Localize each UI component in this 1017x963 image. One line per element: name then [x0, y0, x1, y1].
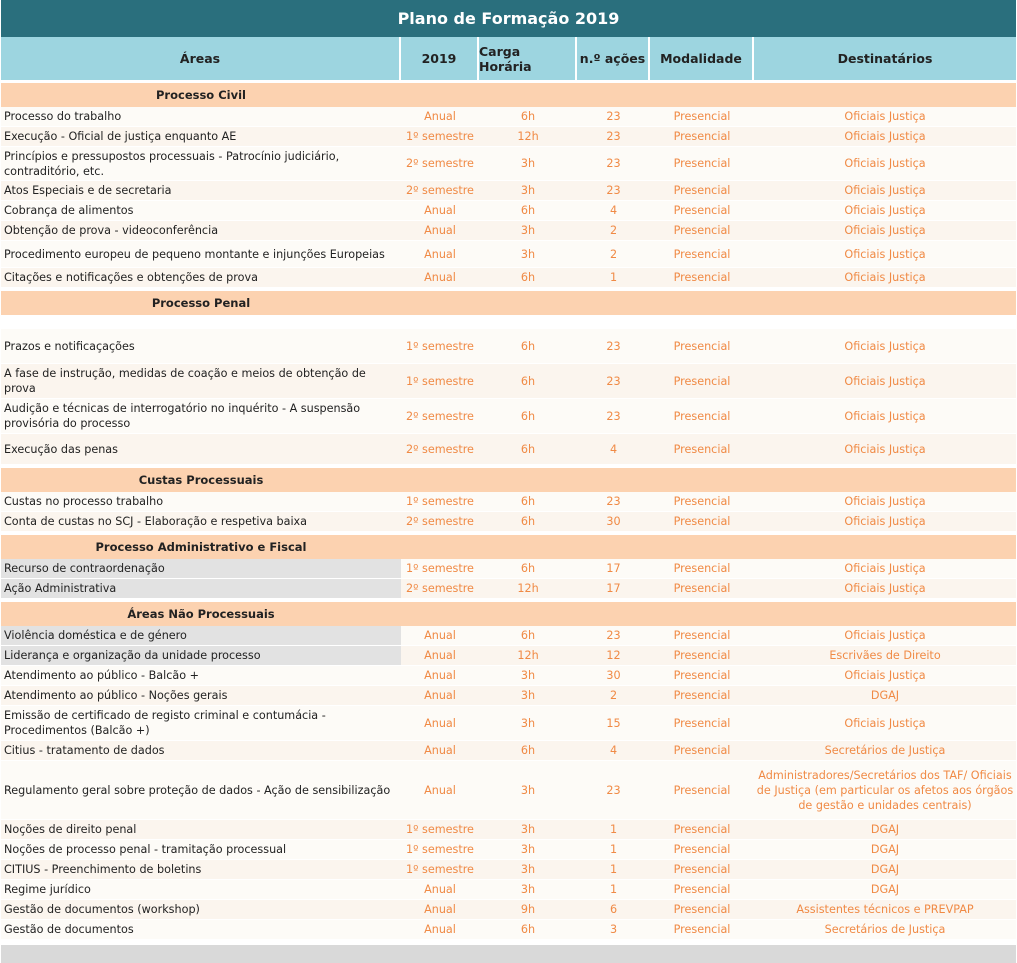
- cell-workload: 6h: [520, 923, 536, 936]
- table-row: [1, 107, 1016, 127]
- cell-workload: 3h: [520, 669, 536, 682]
- section-header: [1, 80, 1016, 107]
- cell-actions: 2: [609, 224, 618, 237]
- header-actions-count: n.º ações: [577, 37, 650, 80]
- cell-workload: 6h: [520, 110, 536, 123]
- cell-workload: 3h: [520, 157, 536, 170]
- cell-modality: Presencial: [673, 224, 731, 237]
- cell-period: Anual: [424, 629, 456, 642]
- cell-period: Anual: [424, 271, 456, 284]
- cell-recipients: Secretários de Justiça: [824, 923, 946, 936]
- section-header: [1, 599, 1016, 626]
- table-row: [1, 221, 1016, 241]
- header-workload: Carga Horária: [479, 37, 577, 80]
- cell-workload: 3h: [520, 783, 536, 797]
- cell-area: Custas no processo trabalho: [4, 495, 164, 508]
- header-areas: Áreas: [1, 37, 401, 80]
- cell-period: 2º semestre: [406, 157, 474, 170]
- cell-area: Emissão de certificado de registo criminal e contumácia - Procedimentos (Balcão +): [4, 709, 326, 737]
- cell-actions: 4: [609, 442, 618, 456]
- cell-actions: 2: [609, 247, 618, 261]
- cell-modality: Presencial: [673, 744, 731, 757]
- cell-period: Anual: [424, 783, 456, 797]
- cell-recipients: Oficiais Justiça: [844, 110, 926, 123]
- cell-modality: Presencial: [673, 582, 731, 595]
- section-header: [1, 465, 1016, 492]
- cell-workload: 6h: [520, 204, 536, 217]
- cell-actions: 23: [606, 110, 621, 123]
- cell-actions: 23: [606, 157, 621, 170]
- cell-area: Ação Administrativa: [1, 579, 401, 598]
- cell-area: Noções de direito penal: [4, 823, 137, 836]
- cell-recipients: Oficiais Justiça: [844, 495, 926, 508]
- cell-recipients: Oficiais Justiça: [844, 409, 926, 423]
- cell-modality: Presencial: [673, 843, 731, 856]
- table-row: [1, 666, 1016, 686]
- cell-recipients: DGAJ: [870, 843, 900, 856]
- cell-area: Atendimento ao público - Balcão +: [4, 669, 200, 682]
- cell-period: Anual: [424, 224, 456, 237]
- cell-actions: 23: [606, 629, 621, 642]
- cell-modality: Presencial: [673, 374, 731, 388]
- cell-area: Atos Especiais e de secretaria: [4, 184, 172, 197]
- table-row: [1, 880, 1016, 900]
- cell-workload: 9h: [520, 903, 536, 916]
- cell-workload: 3h: [520, 247, 536, 261]
- cell-recipients: Oficiais Justiça: [844, 339, 926, 353]
- cell-modality: Presencial: [673, 184, 731, 197]
- cell-workload: 3h: [520, 843, 536, 856]
- table-row: [1, 579, 1016, 599]
- cell-recipients: Oficiais Justiça: [844, 515, 926, 528]
- cell-period: Anual: [424, 669, 456, 682]
- cell-modality: Presencial: [673, 562, 731, 575]
- cell-modality: Presencial: [673, 923, 731, 936]
- cell-modality: Presencial: [673, 903, 731, 916]
- cell-workload: 6h: [520, 744, 536, 757]
- table-row: [1, 399, 1016, 434]
- table-row: [1, 268, 1016, 288]
- cell-recipients: Oficiais Justiça: [844, 442, 926, 456]
- cell-modality: Presencial: [673, 409, 731, 423]
- cell-period: 2º semestre: [406, 409, 474, 423]
- cell-period: Anual: [424, 649, 456, 662]
- cell-period: Anual: [424, 923, 456, 936]
- cell-modality: Presencial: [673, 863, 731, 876]
- cell-workload: 6h: [520, 374, 536, 388]
- cell-area: Conta de custas no SCJ - Elaboração e respetiva baixa: [4, 515, 308, 528]
- cell-modality: Presencial: [673, 495, 731, 508]
- cell-workload: 3h: [520, 863, 536, 876]
- cell-recipients: Oficiais Justiça: [844, 582, 926, 595]
- cell-workload: 12h: [517, 130, 539, 143]
- cell-actions: 23: [606, 783, 621, 797]
- cell-area: CITIUS - Preenchimento de boletins: [4, 863, 202, 876]
- table-row: [1, 820, 1016, 840]
- table-row: [1, 741, 1016, 761]
- cell-modality: Presencial: [673, 247, 731, 261]
- cell-period: 1º semestre: [406, 495, 474, 508]
- section-title: Custas Processuais: [138, 473, 264, 487]
- cell-workload: 6h: [520, 442, 536, 456]
- cell-area: Noções de processo penal - tramitação processual: [4, 843, 287, 856]
- cell-period: Anual: [424, 110, 456, 123]
- cell-workload: 6h: [520, 271, 536, 284]
- table-row: [1, 512, 1016, 532]
- cell-actions: 4: [609, 744, 618, 757]
- cell-actions: 1: [609, 271, 618, 284]
- cell-period: Anual: [424, 689, 456, 702]
- table-row: [1, 364, 1016, 399]
- training-plan-table: [1, 0, 1016, 963]
- table-row: [1, 900, 1016, 920]
- cell-recipients: DGAJ: [870, 689, 900, 702]
- cell-workload: 6h: [520, 495, 536, 508]
- cell-period: Anual: [424, 744, 456, 757]
- cell-recipients: Oficiais Justiça: [844, 716, 926, 730]
- cell-workload: 3h: [520, 716, 536, 730]
- cell-actions: 23: [606, 339, 621, 353]
- cell-period: Anual: [424, 883, 456, 896]
- cell-actions: 6: [609, 903, 618, 916]
- cell-actions: 1: [609, 863, 618, 876]
- table-row: [1, 559, 1016, 579]
- cell-actions: 1: [609, 843, 618, 856]
- cell-area: Audição e técnicas de interrogatório no inquérito - A suspensão provisória do processo: [4, 402, 361, 430]
- cell-modality: Presencial: [673, 823, 731, 836]
- cell-recipients: Oficiais Justiça: [844, 374, 926, 388]
- header-year: 2019: [401, 37, 479, 80]
- cell-area: Processo do trabalho: [4, 110, 122, 123]
- cell-actions: 30: [606, 515, 621, 528]
- cell-actions: 4: [609, 204, 618, 217]
- cell-area: Recurso de contraordenação: [1, 559, 401, 578]
- cell-recipients: Oficiais Justiça: [844, 204, 926, 217]
- cell-workload: 6h: [520, 562, 536, 575]
- table-row: [1, 686, 1016, 706]
- cell-period: Anual: [424, 247, 456, 261]
- cell-period: 2º semestre: [406, 515, 474, 528]
- cell-area: Gestão de documentos: [4, 923, 134, 936]
- page-title: Plano de Formação 2019: [1, 0, 1016, 37]
- cell-modality: Presencial: [673, 110, 731, 123]
- cell-workload: 6h: [520, 629, 536, 642]
- table-footer-bar: [1, 945, 1016, 963]
- cell-actions: 1: [609, 883, 618, 896]
- cell-modality: Presencial: [673, 783, 731, 797]
- cell-period: Anual: [424, 903, 456, 916]
- cell-recipients: Oficiais Justiça: [844, 271, 926, 284]
- cell-modality: Presencial: [673, 442, 731, 456]
- cell-actions: 1: [609, 823, 618, 836]
- cell-recipients: Oficiais Justiça: [844, 184, 926, 197]
- cell-actions: 23: [606, 184, 621, 197]
- cell-area: Citações e notificações e obtenções de prova: [4, 271, 258, 284]
- cell-period: 1º semestre: [406, 823, 474, 836]
- section-header: [1, 532, 1016, 559]
- cell-modality: Presencial: [673, 629, 731, 642]
- cell-actions: 3: [609, 923, 618, 936]
- cell-area: Citius - tratamento de dados: [4, 744, 165, 757]
- header-recipients: Destinatários: [837, 51, 933, 66]
- cell-actions: 30: [606, 669, 621, 682]
- cell-recipients: Assistentes técnicos e PREVPAP: [796, 903, 974, 916]
- cell-recipients: Oficiais Justiça: [844, 669, 926, 682]
- cell-actions: 23: [606, 374, 621, 388]
- cell-actions: 12: [606, 649, 621, 662]
- cell-recipients: DGAJ: [870, 823, 900, 836]
- cell-workload: 6h: [520, 515, 536, 528]
- section-title: Processo Penal: [151, 296, 251, 310]
- table-row: [1, 127, 1016, 147]
- cell-recipients: Oficiais Justiça: [844, 629, 926, 642]
- cell-recipients: Secretários de Justiça: [824, 744, 946, 757]
- cell-period: 2º semestre: [406, 184, 474, 197]
- cell-period: Anual: [424, 716, 456, 730]
- table-header: [1, 37, 1016, 80]
- cell-modality: Presencial: [673, 689, 731, 702]
- table-row: [1, 241, 1016, 268]
- cell-actions: 2: [609, 689, 618, 702]
- cell-area: Prazos e notificaçações: [4, 339, 135, 353]
- cell-area: Execução das penas: [4, 442, 118, 456]
- cell-actions: 23: [606, 409, 621, 423]
- table-row: [1, 201, 1016, 221]
- cell-area: Regulamento geral sobre proteção de dados - Ação de sensibilização: [4, 783, 391, 797]
- table-row: [1, 181, 1016, 201]
- cell-workload: 3h: [520, 689, 536, 702]
- table-row: [1, 329, 1016, 364]
- cell-area: Atendimento ao público - Noções gerais: [4, 689, 228, 702]
- table-row: [1, 920, 1016, 940]
- cell-workload: 6h: [520, 339, 536, 353]
- cell-modality: Presencial: [673, 716, 731, 730]
- cell-workload: 3h: [520, 184, 536, 197]
- cell-workload: 3h: [520, 823, 536, 836]
- cell-area: Violência doméstica e de género: [1, 626, 401, 645]
- cell-period: 1º semestre: [406, 339, 474, 353]
- cell-recipients: Escrivães de Direito: [829, 649, 941, 662]
- section-title: Processo Civil: [156, 88, 246, 102]
- table-row: [1, 706, 1016, 741]
- cell-area: Procedimento europeu de pequeno montante e injunções Europeias: [4, 247, 385, 261]
- cell-recipients: DGAJ: [870, 863, 900, 876]
- cell-workload: 12h: [517, 582, 539, 595]
- cell-workload: 3h: [520, 883, 536, 896]
- table-row: [1, 840, 1016, 860]
- cell-modality: Presencial: [673, 649, 731, 662]
- cell-area: Princípios e pressupostos processuais - Patrocínio judiciário, contraditório, etc.: [4, 149, 340, 178]
- cell-area: Liderança e organização da unidade processo: [1, 646, 401, 665]
- cell-modality: Presencial: [673, 515, 731, 528]
- cell-period: 1º semestre: [406, 863, 474, 876]
- cell-recipients: DGAJ: [870, 883, 900, 896]
- cell-recipients: Oficiais Justiça: [844, 130, 926, 143]
- cell-area: Execução - Oficial de justiça enquanto AE: [4, 130, 237, 143]
- cell-modality: Presencial: [673, 271, 731, 284]
- cell-recipients: Administradores/Secretários dos TAF/ Oficiais de Justiça (em particular os afetos aos órgãos de gestão e unidades centrais): [756, 768, 1014, 812]
- cell-workload: 6h: [520, 409, 536, 423]
- cell-modality: Presencial: [673, 204, 731, 217]
- cell-recipients: Oficiais Justiça: [844, 247, 926, 261]
- cell-area: Obtenção de prova - videoconferência: [4, 224, 219, 237]
- cell-period: 1º semestre: [406, 562, 474, 575]
- cell-area: A fase de instrução, medidas de coação e meios de obtenção de prova: [4, 367, 366, 395]
- cell-modality: Presencial: [673, 157, 731, 170]
- cell-modality: Presencial: [673, 339, 731, 353]
- table-row: [1, 434, 1016, 465]
- cell-modality: Presencial: [673, 883, 731, 896]
- cell-period: 1º semestre: [406, 374, 474, 388]
- cell-actions: 15: [606, 716, 621, 730]
- cell-modality: Presencial: [673, 669, 731, 682]
- table-row: [1, 492, 1016, 512]
- cell-actions: 23: [606, 130, 621, 143]
- cell-period: 2º semestre: [406, 582, 474, 595]
- cell-actions: 17: [606, 582, 621, 595]
- cell-period: 1º semestre: [406, 843, 474, 856]
- table-row: [1, 761, 1016, 820]
- section-title: Processo Administrativo e Fiscal: [95, 540, 307, 554]
- cell-recipients: Oficiais Justiça: [844, 562, 926, 575]
- section-header: [1, 288, 1016, 315]
- cell-actions: 17: [606, 562, 621, 575]
- cell-period: 2º semestre: [406, 442, 474, 456]
- header-modality: Modalidade: [650, 37, 754, 80]
- cell-period: Anual: [424, 204, 456, 217]
- cell-actions: 23: [606, 495, 621, 508]
- table-row: [1, 646, 1016, 666]
- cell-recipients: Oficiais Justiça: [844, 224, 926, 237]
- cell-workload: 12h: [517, 649, 539, 662]
- cell-period: 1º semestre: [406, 130, 474, 143]
- table-row: [1, 860, 1016, 880]
- section-title: Áreas Não Processuais: [127, 607, 275, 621]
- cell-workload: 3h: [520, 224, 536, 237]
- cell-area: Regime jurídico: [4, 883, 91, 896]
- table-row: [1, 147, 1016, 181]
- cell-modality: Presencial: [673, 130, 731, 143]
- cell-area: Cobrança de alimentos: [4, 204, 134, 217]
- cell-recipients: Oficiais Justiça: [844, 157, 926, 170]
- cell-area: Gestão de documentos (workshop): [4, 903, 200, 916]
- table-body: [1, 80, 1016, 940]
- table-row: [1, 626, 1016, 646]
